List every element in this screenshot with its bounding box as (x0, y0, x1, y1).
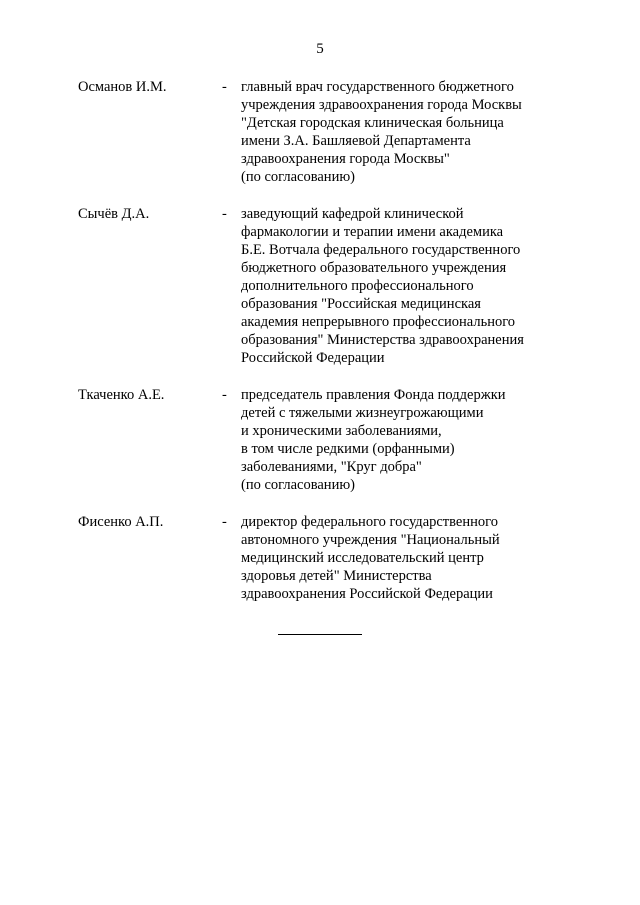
member-role (241, 205, 561, 367)
role-line: здравоохранения Российской Федерации (241, 586, 493, 602)
member-name: Ткаченко А.Е. (78, 387, 165, 403)
member-dash: - (222, 79, 227, 95)
member-dash: - (222, 514, 227, 530)
role-line: здравоохранения города Москвы" (241, 151, 450, 167)
member-list (0, 78, 640, 622)
role-line: образования" Министерства здравоохранения (241, 332, 524, 348)
role-line: (по согласованию) (241, 169, 355, 185)
member-name: Фисенко А.П. (78, 514, 164, 530)
role-line: заведующий кафедрой клинической (241, 206, 464, 222)
role-line: и хроническими заболеваниями, (241, 423, 442, 439)
role-line: автономного учреждения "Национальный (241, 532, 500, 548)
role-line: медицинский исследовательский центр (241, 550, 484, 566)
role-line: здоровья детей" Министерства (241, 568, 432, 584)
role-line: бюджетного образовательного учреждения (241, 260, 507, 276)
role-line: в том числе редкими (орфанными) (241, 441, 455, 457)
member-role (241, 513, 561, 603)
role-line: председатель правления Фонда поддержки (241, 387, 506, 403)
role-line: директор федерального государственного (241, 514, 498, 530)
role-line: учреждения здравоохранения города Москвы (241, 97, 522, 113)
role-line: детей с тяжелыми жизнеугрожающими (241, 405, 484, 421)
role-line: (по согласованию) (241, 477, 355, 493)
role-line: "Детская городская клиническая больница (241, 115, 504, 131)
role-line: заболеваниями, "Круг добра" (241, 459, 422, 475)
member-role (241, 386, 561, 494)
member-role (241, 78, 561, 186)
role-line: дополнительного профессионального (241, 278, 474, 294)
member-dash: - (222, 387, 227, 403)
member-name: Сычёв Д.А. (78, 206, 150, 222)
role-line: академия непрерывного профессионального (241, 314, 516, 330)
end-of-list-rule (278, 634, 362, 635)
role-line: образования "Российская медицинская (241, 296, 481, 312)
member-entry (0, 205, 640, 367)
role-line: имени З.А. Башляевой Департамента (241, 133, 471, 149)
role-line: главный врач государственного бюджетного (241, 79, 514, 95)
member-entry (0, 513, 640, 603)
member-dash: - (222, 206, 227, 222)
page-number: 5 (316, 41, 324, 57)
member-entry (0, 78, 640, 186)
role-line: фармакологии и терапии имени академика (241, 224, 504, 240)
role-line: Б.Е. Вотчала федерального государственного (241, 242, 521, 258)
role-line: Российской Федерации (241, 350, 385, 366)
member-entry (0, 386, 640, 494)
member-name: Османов И.М. (78, 79, 167, 95)
